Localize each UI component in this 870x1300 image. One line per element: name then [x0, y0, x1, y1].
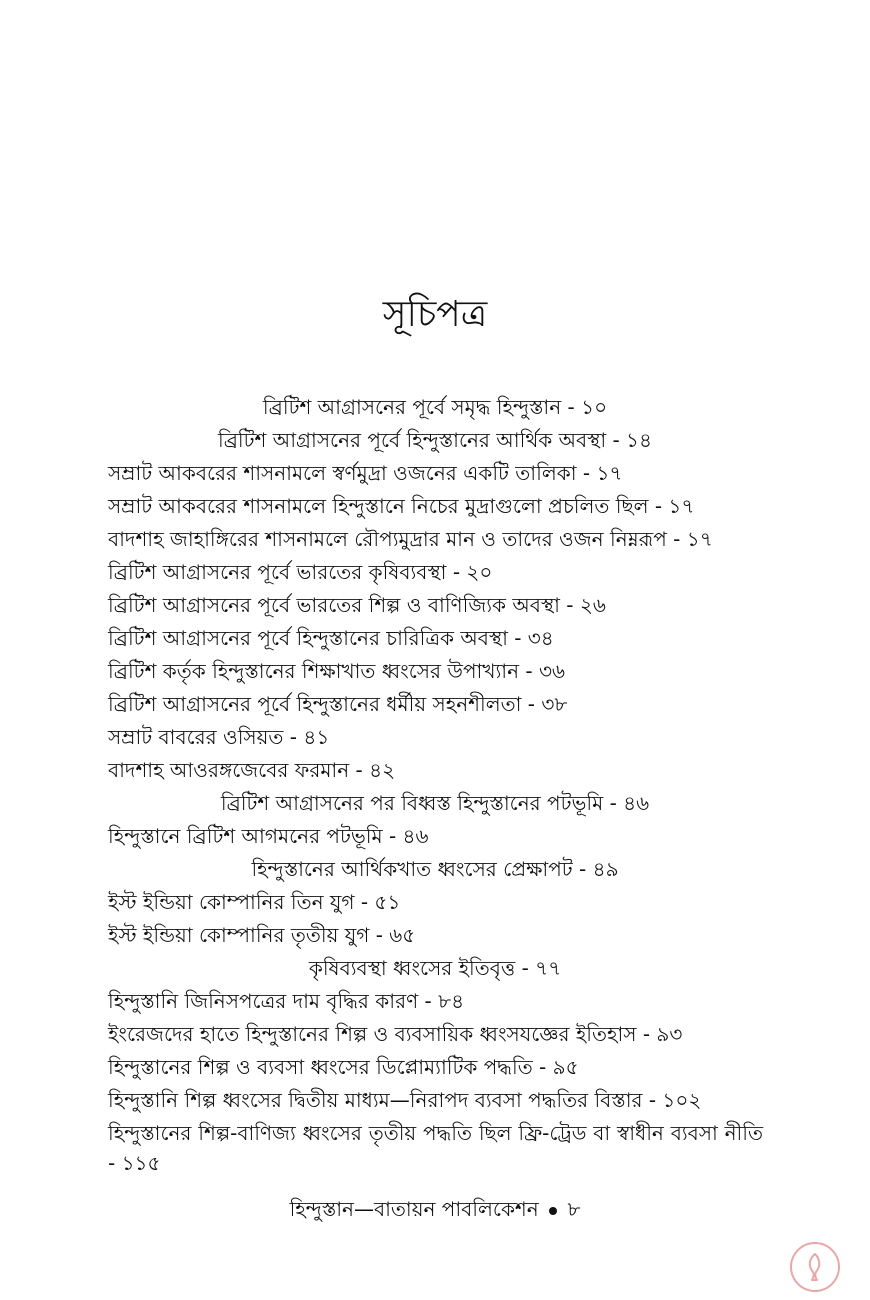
- footer-book-title: হিন্দুস্তান—বাতায়ন পাবলিকেশন: [289, 1197, 539, 1221]
- toc-entry: সম্রাট আকবরের শাসনামলে হিন্দুস্তানে নিচের মুদ্রাগুলো প্রচলিত ছিল - ১৭: [108, 494, 695, 518]
- page-number: ৮: [567, 1197, 581, 1221]
- toc-entry: ব্রিটিশ আগ্রাসনের পূর্বে হিন্দুস্তানের চারিত্রিক অবস্থা - ৩৪: [108, 626, 554, 650]
- toc-entry: হিন্দুস্তানের আর্থিকখাত ধ্বংসের প্রেক্ষাপট - ৪৯: [251, 857, 619, 881]
- toc-entry: বাদশাহ আওরঙ্গজেবের ফরমান - ৪২: [108, 758, 396, 782]
- quill-logo-icon: [790, 1242, 840, 1292]
- toc-entry: সম্রাট বাবরের ওসিয়ত - ৪১: [108, 725, 330, 749]
- toc-entry: ব্রিটিশ আগ্রাসনের পূর্বে হিন্দুস্তানের আর্থিক অবস্থা - ১৪: [217, 428, 653, 452]
- toc-entry: ব্রিটিশ আগ্রাসনের পর বিধ্বস্ত হিন্দুস্তানের পটভূমি - ৪৬: [220, 791, 650, 815]
- toc-entry: ব্রিটিশ আগ্রাসনের পূর্বে ভারতের শিল্প ও বাণিজ্যিক অবস্থা - ২৬: [108, 593, 606, 617]
- toc-entry: সম্রাট আকবরের শাসনামলে স্বর্ণমুদ্রা ওজনের একটি তালিকা - ১৭: [108, 461, 623, 485]
- toc-entry: হিন্দুস্তানে ব্রিটিশ আগমনের পটভূমি - ৪৬: [108, 824, 429, 848]
- toc-entry: বাদশাহ জাহাঙ্গিরের শাসনামলে রৌপ্যমুদ্রার মান ও তাদের ওজন নিম্নরূপ - ১৭: [108, 527, 713, 551]
- bullet-icon: [549, 1207, 557, 1215]
- toc-entry: ইস্ট ইন্ডিয়া কোম্পানির তৃতীয় যুগ - ৬৫: [108, 923, 416, 947]
- toc-entry: ব্রিটিশ আগ্রাসনের পূর্বে সমৃদ্ধ হিন্দুস্তান - ১০: [262, 395, 608, 419]
- toc-entry: হিন্দুস্তানি শিল্প ধ্বংসের দ্বিতীয় মাধ্যম—নিরাপদ ব্যবসা পদ্ধতির বিস্তার - ১০২: [108, 1088, 702, 1112]
- toc-entry: ইস্ট ইন্ডিয়া কোম্পানির তিন যুগ - ৫১: [108, 890, 401, 914]
- page-title: সূচিপত্র: [382, 294, 488, 335]
- toc-entry: ব্রিটিশ কর্তৃক হিন্দুস্তানের শিক্ষাখাত ধ্বংসের উপাখ্যান - ৩৬: [108, 659, 565, 683]
- toc-entry: হিন্দুস্তানের শিল্প-বাণিজ্য ধ্বংসের তৃতীয় পদ্ধতি ছিল ফ্রি-ট্রেড বা স্বাধীন ব্যবসা নীতি - ১১৫: [108, 1121, 763, 1175]
- toc-entry: ইংরেজদের হাতে হিন্দুস্তানের শিল্প ও ব্যবসায়িক ধ্বংসযজ্ঞের ইতিহাস - ৯৩: [108, 1022, 683, 1046]
- toc-entry: হিন্দুস্তানের শিল্প ও ব্যবসা ধ্বংসের ডিপ্লোম্যাটিক পদ্ধতি - ৯৫: [108, 1055, 579, 1079]
- toc-entry: হিন্দুস্তানি জিনিসপত্রের দাম বৃদ্ধির কারণ - ৮৪: [108, 989, 465, 1013]
- toc-entry: ব্রিটিশ আগ্রাসনের পূর্বে ভারতের কৃষিব্যবস্থা - ২০: [108, 560, 493, 584]
- page-footer: [0, 1194, 870, 1224]
- toc-entry: কৃষিব্যবস্থা ধ্বংসের ইতিবৃত্ত - ৭৭: [308, 956, 562, 980]
- toc-entry: ব্রিটিশ আগ্রাসনের পূর্বে হিন্দুস্তানের ধর্মীয় সহনশীলতা - ৩৮: [108, 692, 568, 716]
